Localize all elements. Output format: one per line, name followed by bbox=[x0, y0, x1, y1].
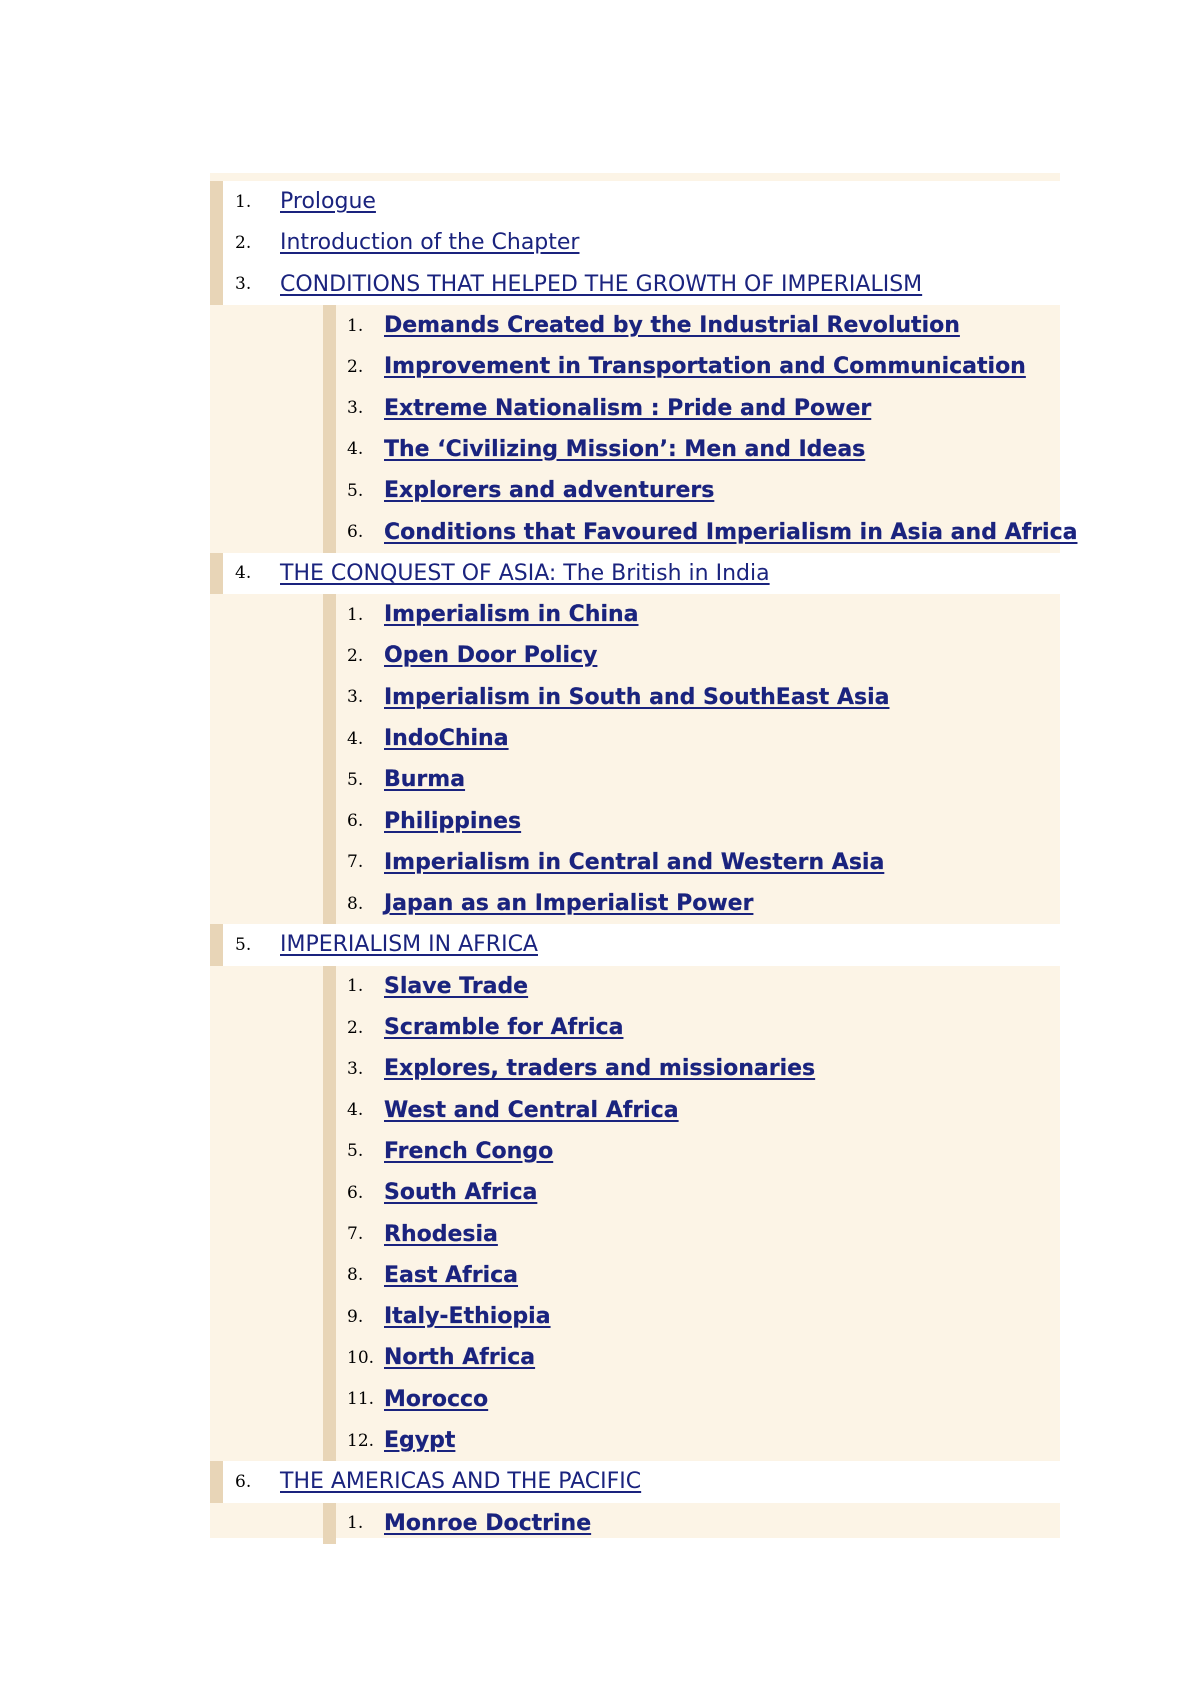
toc-subitem-number: 5. bbox=[347, 769, 364, 790]
toc-link[interactable]: Prologue bbox=[280, 189, 376, 215]
toc-subrow bbox=[323, 387, 1060, 428]
toc-subrow bbox=[323, 594, 1060, 635]
toc-item-number: 6. bbox=[235, 1471, 252, 1492]
toc-sublink[interactable]: South Africa bbox=[384, 1180, 538, 1206]
toc-link[interactable]: CONDITIONS THAT HELPED THE GROWTH OF IMPERIALISM bbox=[280, 271, 923, 297]
toc-sublink[interactable]: West and Central Africa bbox=[384, 1097, 679, 1123]
toc-item-number: 4. bbox=[235, 563, 252, 584]
toc-sublink[interactable]: Extreme Nationalism : Pride and Power bbox=[384, 395, 872, 421]
toc-sublink[interactable]: The ‘Civilizing Mission’: Men and Ideas bbox=[384, 436, 866, 462]
toc-sublink[interactable]: Explores, traders and missionaries bbox=[384, 1056, 816, 1082]
toc-subrow bbox=[323, 635, 1060, 676]
toc-sublink[interactable]: IndoChina bbox=[384, 726, 509, 751]
toc-subitem bbox=[323, 1090, 1060, 1131]
toc-sublist bbox=[210, 305, 1078, 553]
toc-sublink[interactable]: Imperialism in South and SouthEast Asia bbox=[384, 684, 890, 710]
toc-subitem bbox=[323, 966, 1060, 1007]
toc-row bbox=[210, 1461, 1060, 1502]
toc-sublist bbox=[210, 594, 1060, 924]
toc-subitem-number: 1. bbox=[347, 604, 364, 625]
toc-subrow bbox=[323, 1007, 1060, 1048]
toc-subitem bbox=[323, 387, 1060, 428]
toc-subitem bbox=[323, 1337, 1060, 1378]
toc-subitem bbox=[323, 1007, 1060, 1048]
toc-subrow bbox=[323, 346, 1060, 387]
toc-subitem-number: 8. bbox=[347, 1265, 364, 1286]
table-of-contents bbox=[210, 173, 1078, 1538]
toc-subrow bbox=[323, 1213, 1060, 1254]
toc-subitem bbox=[323, 842, 1060, 883]
toc-subitem bbox=[323, 1131, 1060, 1172]
toc-subrow bbox=[323, 1503, 1060, 1544]
toc-subitem-number: 11. bbox=[347, 1389, 375, 1410]
toc-subitem-number: 2. bbox=[347, 645, 364, 666]
toc-subitem-number: 4. bbox=[347, 1100, 364, 1121]
toc-subitem bbox=[323, 1420, 1060, 1461]
toc-subitem bbox=[323, 594, 1060, 635]
toc-subrow bbox=[323, 966, 1060, 1007]
toc-subitem-number: 3. bbox=[347, 1058, 364, 1079]
toc-row bbox=[210, 553, 1060, 594]
toc-sublink[interactable]: Japan as an Imperialist Power bbox=[384, 891, 754, 917]
toc-sublink[interactable]: North Africa bbox=[384, 1345, 536, 1371]
toc-subitem-number: 1. bbox=[347, 976, 364, 997]
toc-subitem bbox=[323, 511, 1078, 552]
toc-sublist bbox=[210, 1503, 1060, 1544]
toc-row bbox=[210, 264, 1060, 305]
toc-subrow bbox=[323, 718, 1060, 759]
toc-sublink[interactable]: Scramble for Africa bbox=[384, 1015, 624, 1041]
toc-sublink[interactable]: Conditions that Favoured Imperialism in Asia and Africa bbox=[384, 519, 1078, 545]
toc-subitem bbox=[323, 429, 1060, 470]
toc-subrow bbox=[323, 883, 1060, 924]
toc-subitem-number: 1. bbox=[347, 315, 364, 336]
toc-subitem-number: 6. bbox=[347, 522, 364, 543]
toc-subrow bbox=[323, 1337, 1060, 1378]
toc-subrow bbox=[323, 842, 1060, 883]
toc-item bbox=[210, 181, 1060, 222]
toc-row bbox=[210, 181, 1060, 222]
toc-item-number: 5. bbox=[235, 934, 252, 955]
toc-subitem bbox=[323, 1255, 1060, 1296]
toc-subitem-number: 7. bbox=[347, 1224, 364, 1245]
toc-subitem bbox=[323, 1048, 1060, 1089]
toc-subitem-number: 3. bbox=[347, 398, 364, 419]
toc-subrow bbox=[323, 305, 1060, 346]
toc-subrow bbox=[323, 1131, 1060, 1172]
toc-subitem-number: 2. bbox=[347, 356, 364, 377]
toc-link[interactable]: THE AMERICAS AND THE PACIFIC bbox=[280, 1469, 642, 1495]
toc-subitem-number: 4. bbox=[347, 439, 364, 460]
toc-subitem bbox=[323, 346, 1060, 387]
toc-link[interactable]: IMPERIALISM IN AFRICA bbox=[280, 932, 538, 958]
toc-subitem-number: 6. bbox=[347, 1182, 364, 1203]
toc-sublink[interactable]: French Congo bbox=[384, 1138, 554, 1164]
toc-subrow bbox=[323, 1090, 1060, 1131]
toc-sublink[interactable]: Rhodesia bbox=[384, 1221, 498, 1247]
toc-sublink[interactable]: Slave Trade bbox=[384, 973, 529, 999]
toc-sublink[interactable]: Philippines bbox=[384, 808, 522, 834]
toc-subitem-number: 3. bbox=[347, 687, 364, 708]
toc-subitem bbox=[323, 800, 1060, 841]
toc-subrow bbox=[323, 511, 1078, 552]
toc-item-number: 3. bbox=[235, 274, 252, 295]
toc-subrow bbox=[323, 800, 1060, 841]
toc-subitem-number: 1. bbox=[347, 1513, 364, 1534]
toc-subitem-number: 9. bbox=[347, 1306, 364, 1327]
toc-subitem bbox=[323, 677, 1060, 718]
toc-sublink[interactable]: East Africa bbox=[384, 1262, 519, 1288]
toc-subitem bbox=[323, 305, 1060, 346]
toc-subitem-number: 7. bbox=[347, 852, 364, 873]
toc-subitem bbox=[323, 1503, 1060, 1544]
toc-subitem-number: 4. bbox=[347, 728, 364, 749]
toc-subitem bbox=[323, 883, 1060, 924]
toc-sublink[interactable]: Italy-Ethiopia bbox=[384, 1304, 551, 1330]
toc-subitem-number: 10. bbox=[347, 1347, 375, 1368]
toc-subitem bbox=[323, 470, 1060, 511]
toc-sublist bbox=[210, 966, 1060, 1462]
toc-subrow bbox=[323, 470, 1060, 511]
toc-subitem bbox=[323, 1213, 1060, 1254]
toc-subrow bbox=[323, 429, 1060, 470]
toc-sublink[interactable]: Egypt bbox=[384, 1428, 456, 1454]
toc-sublink[interactable]: Morocco bbox=[384, 1386, 489, 1412]
toc-subitem bbox=[323, 635, 1060, 676]
toc-sublink[interactable]: Demands Created by the Industrial Revolution bbox=[384, 313, 960, 339]
toc-sublink[interactable]: Explorers and adventurers bbox=[384, 478, 715, 504]
toc-sublink[interactable]: Improvement in Transportation and Communication bbox=[384, 354, 1026, 380]
toc-sublink[interactable]: Monroe Doctrine bbox=[384, 1510, 592, 1536]
toc-item bbox=[210, 264, 1078, 553]
toc-subitem bbox=[323, 1296, 1060, 1337]
toc-item bbox=[210, 553, 1060, 925]
toc-subitem-number: 6. bbox=[347, 811, 364, 832]
toc-row bbox=[210, 924, 1060, 965]
toc-subitem bbox=[323, 1172, 1060, 1213]
toc-list bbox=[210, 173, 1078, 1544]
toc-subitem-number: 2. bbox=[347, 1017, 364, 1038]
toc-item-number: 2. bbox=[235, 232, 252, 253]
toc-subitem-number: 5. bbox=[347, 1141, 364, 1162]
toc-sublink[interactable]: Imperialism in Central and Western Asia bbox=[384, 849, 885, 875]
toc-item bbox=[210, 222, 1060, 263]
toc-item bbox=[210, 924, 1060, 1461]
toc-row bbox=[210, 222, 1060, 263]
toc-subrow bbox=[323, 1048, 1060, 1089]
toc-subitem-number: 8. bbox=[347, 893, 364, 914]
toc-subrow bbox=[323, 677, 1060, 718]
toc-subitem-number: 12. bbox=[347, 1430, 375, 1451]
toc-subrow bbox=[323, 1255, 1060, 1296]
toc-link[interactable]: THE CONQUEST OF ASIA: The British in India bbox=[280, 560, 770, 586]
toc-item-number: 1. bbox=[235, 191, 252, 212]
toc-subitem-number: 5. bbox=[347, 480, 364, 501]
toc-sublink[interactable]: Open Door Policy bbox=[384, 643, 598, 669]
toc-sublink[interactable]: Imperialism in China bbox=[384, 602, 639, 628]
toc-subrow bbox=[323, 1379, 1060, 1420]
toc-subrow bbox=[323, 1420, 1060, 1461]
toc-subitem bbox=[323, 718, 1060, 759]
toc-subrow bbox=[323, 1172, 1060, 1213]
toc-item bbox=[210, 1461, 1060, 1544]
toc-subrow bbox=[323, 759, 1060, 800]
toc-subitem bbox=[323, 759, 1060, 800]
toc-subrow bbox=[323, 1296, 1060, 1337]
toc-sublink[interactable]: Burma bbox=[384, 767, 466, 793]
toc-subitem bbox=[323, 1379, 1060, 1420]
toc-link[interactable]: Introduction of the Chapter bbox=[280, 230, 580, 256]
